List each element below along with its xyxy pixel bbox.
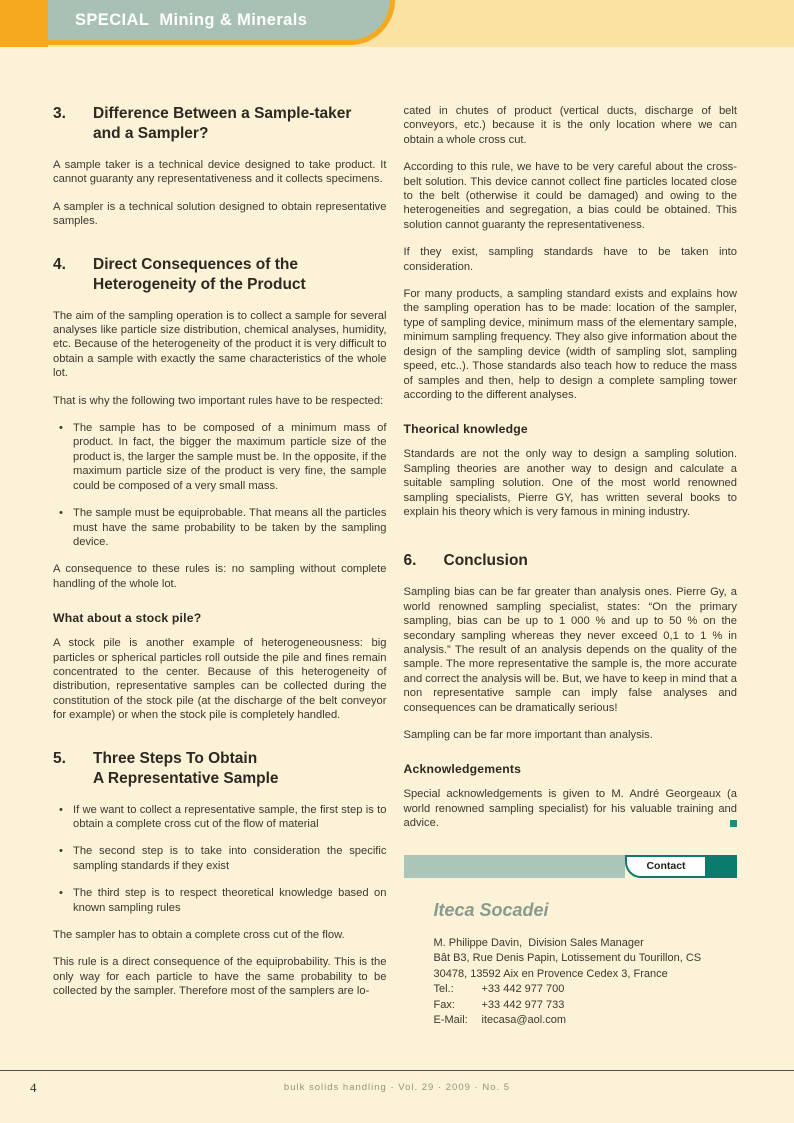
header-band (0, 0, 794, 47)
title-line: Direct Consequences of the (93, 255, 298, 273)
paragraph: Special acknowledgements is given to M. André Georgeaux (a world renowned sampling specialist) for his valuable training and advice. (403, 788, 737, 830)
contact-bar (404, 855, 738, 878)
paragraph: cated in chutes of product (vertical ducts, discharge of belt conveyors, etc.) because it is the only location where we can obtain a whole cross cut. (403, 105, 737, 146)
bullet-text: The third step is to respect theoretical knowledge based on known sampling rules (73, 887, 387, 914)
section-title (444, 551, 738, 571)
page-number: 4 (30, 1080, 37, 1095)
contact-row-fax (434, 998, 738, 1014)
paragraph: That is why the following two important rules have to be respected: (53, 394, 384, 407)
company-name: Iteca Socadei (433, 899, 549, 920)
subheading-acknowledgements: Acknowledgements (403, 762, 522, 777)
section-heading-6 (404, 551, 738, 571)
bullet-marker: • (59, 887, 63, 900)
contact-section (404, 855, 738, 1029)
contact-person-line: M. Philippe Davin, Division Sales Manager (433, 936, 644, 949)
title-line: and a Sampler? (93, 125, 209, 142)
email-value: itecasa@aol.com (481, 1014, 567, 1027)
journal-line: bulk solids handling · Vol. 29 · 2009 · No. 5 (283, 1082, 511, 1093)
section-title (93, 255, 387, 295)
bullet-text: The sample must be equiprobable. That means all the particles must have the same probability to be taken by the sampling device. (73, 507, 387, 548)
subheading-theorical-knowledge: Theorical knowledge (403, 422, 528, 437)
section-heading-4 (53, 255, 387, 295)
paragraph: A sampler is a technical solution designed to obtain representative samples. (53, 200, 387, 228)
subheading-stock-pile: What about a stock pile? (53, 611, 202, 626)
fax-value: +33 442 977 733 (481, 998, 565, 1011)
tel-value: +33 442 977 700 (481, 983, 565, 996)
bullet-item (59, 803, 387, 832)
section-heading-5 (53, 749, 387, 789)
bullet-item (59, 421, 387, 493)
section-header-tab (48, 0, 395, 45)
end-of-article-marker-icon (730, 820, 737, 827)
paragraph: A consequence to these rules is: no sampling without complete handling of the whole lot. (53, 563, 387, 590)
bullet-marker: • (59, 422, 63, 435)
fax-label: Fax: (433, 998, 455, 1011)
contact-tab: Contact (625, 855, 707, 878)
section-title (93, 749, 387, 789)
page-footer (0, 1070, 794, 1093)
contact-bar-fill (404, 855, 626, 878)
title-line: Difference Between a Sample-taker (93, 105, 352, 122)
bullet-item (59, 886, 387, 915)
bullet-item (59, 844, 387, 873)
section-title (93, 104, 387, 144)
acknowledgements-paragraph-wrap (404, 787, 738, 830)
contact-info (434, 936, 738, 1029)
orange-corner-block (0, 0, 48, 47)
contact-row-email (434, 1013, 738, 1029)
paragraph: According to this rule, we have to be very careful about the cross-belt solution. This device cannot collect fine particles located close to the belt (otherwise it could be damaged) and owing to the heterogeneities and segregation, a bias could be obtained. This solution cannot guaranty the representativeness. (403, 161, 737, 231)
section-number: 6. (403, 552, 417, 570)
contact-address-line: Bât B3, Rue Denis Papin, Lotissement du Tourillon, CS (433, 952, 702, 965)
bullet-text: The sample has to be composed of a minimum mass of product. In fact, the bigger the maximum particle size of the product is, the larger the sample must be. In the opposite, if the maximum particle size of the product is very fine, the sample could be composed of a very small mass. (73, 422, 387, 492)
title-line: Heterogeneity of the Product (93, 275, 306, 293)
paragraph: Sampling bias can be far greater than analysis ones. Pierre Gy, a world renowned sampling specialist, states: “On the primary sampling, bias can be up to 1 000 % and up to 50 % on the secondary sampling whereas they never exceed 0,1 to 1 % in analysis.” The result of an analysis depends on the quality of the sample. The more representative the sample is, the more accurate and correct the analysis will be. But, we have to keep in mind that a non representative sample can imply false analyses and consequences can be dramatically serious! (403, 586, 737, 714)
contact-address-line: 30478, 13592 Aix en Provence Cedex 3, France (433, 967, 668, 980)
header-kicker: SPECIAL (75, 10, 150, 29)
contact-bar-end-block (707, 855, 737, 878)
paragraph: A stock pile is another example of heterogeneousness: big particles or spherical particles roll outside the pile and fines remain concentrated to the center. Because of this heterogeneity of distribution, representative samples can be collected during the constitution of the stock pile (at the discharge of the belt conveyor for example) or when the stock pile is completely handled. (53, 637, 387, 722)
title-line: A Representative Sample (93, 769, 279, 787)
bullet-item (59, 506, 387, 549)
paragraph: This rule is a direct consequence of the equiprobability. This is the only way for each particle to have the same probability to be collected by the sampler. Therefore most of the samplers are lo- (53, 956, 387, 998)
bullet-text: The second step is to take into consideration the specific sampling standards if they exist (73, 845, 387, 872)
contact-row-tel (434, 982, 738, 998)
title-line: Conclusion (443, 552, 528, 570)
section-heading-3 (53, 104, 387, 144)
paragraph: A sample taker is a technical device designed to take product. It cannot guaranty any representativeness and it collects specimens. (53, 159, 387, 186)
paragraph: Standards are not the only way to design a sampling solution. Sampling theories are another way to design and calculate a suitable sampling solution. One of the most world renowned sampling specialists, Pierre GY, has written several books to explain his theory which is very famous in mining industry. (403, 448, 737, 518)
left-column (53, 104, 387, 1029)
tel-label: Tel.: (433, 983, 454, 996)
bullet-marker: • (59, 803, 63, 816)
title-line: Three Steps To Obtain (93, 749, 258, 767)
paragraph: For many products, a sampling standard exists and explains how the sampling operation has to be made: location of the sampler, type of sampling device, minimum mass of the elementary sample, minimum sampling frequency. They also give information about the design of the sampling device (width of sampling slot, sampling speed, etc..). Those standards also teach how to reduce the mass of samples and then, help to design a complete sampling tower according to the different analyses. (403, 288, 737, 401)
article-body (0, 47, 794, 1029)
header-title: Mining & Minerals (159, 10, 308, 29)
section-number: 4. (53, 255, 66, 273)
paragraph: The aim of the sampling operation is to collect a sample for several analyses like particle size distribution, chemical analyses, humidity, etc. Because of the heterogeneity of the product it is very difficult to obtain a sample with exactly the same characteristics of the whole lot. (53, 309, 387, 380)
email-label: E-Mail: (433, 1014, 468, 1027)
section-number: 5. (53, 749, 66, 767)
paragraph: Sampling can be far more important than analysis. (403, 729, 653, 741)
bullet-marker: • (59, 845, 63, 858)
bullet-text: If we want to collect a representative sample, the first step is to obtain a complete cross cut of the flow of material (73, 803, 387, 830)
paragraph: If they exist, sampling standards have to be taken into consideration. (403, 246, 737, 273)
right-column (404, 104, 738, 1029)
paragraph: The sampler has to obtain a complete cross cut of the flow. (53, 929, 345, 941)
section-number: 3. (53, 105, 66, 122)
bullet-marker: • (59, 507, 63, 520)
